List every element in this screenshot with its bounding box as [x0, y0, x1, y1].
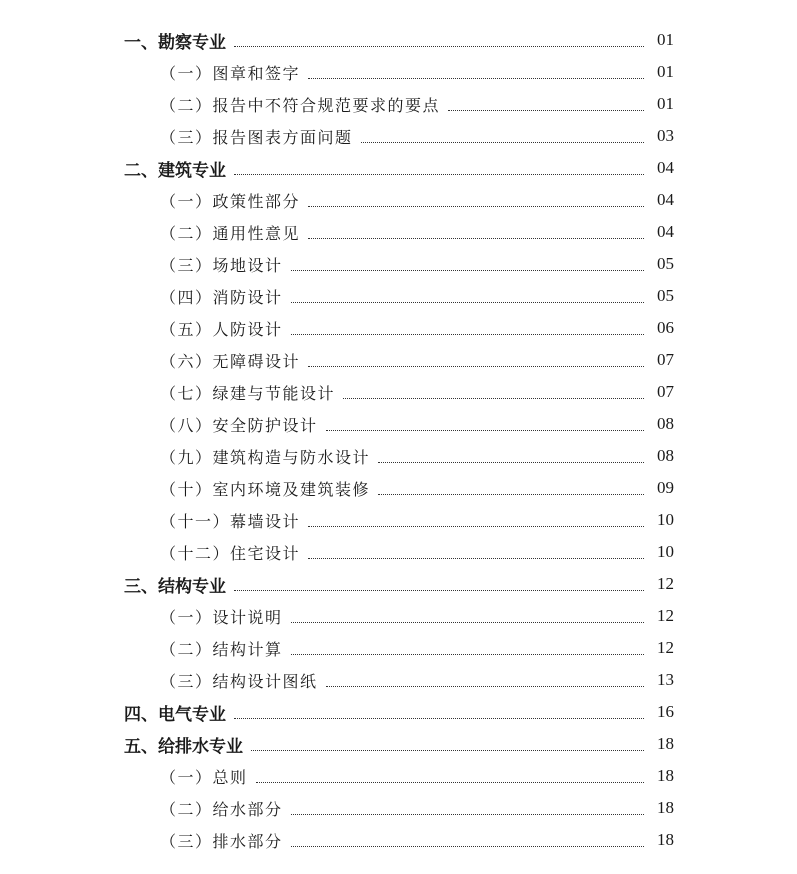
toc-dot-leader: [234, 45, 644, 47]
toc-dot-leader: [291, 621, 644, 623]
toc-page-number: 10: [657, 542, 674, 561]
toc-section-entry[interactable]: [0, 538, 797, 566]
toc-entry-title: （二）给水部分: [160, 799, 283, 819]
toc-dot-leader: [234, 589, 644, 591]
toc-entry-title: （三）排水部分: [160, 831, 283, 851]
toc-dot-leader: [326, 685, 644, 687]
toc-page-number: 08: [657, 446, 674, 465]
toc-section-entry[interactable]: [0, 474, 797, 502]
toc-section-entry[interactable]: [0, 410, 797, 438]
toc-section-entry[interactable]: [0, 826, 797, 854]
toc-chapter-entry[interactable]: [0, 570, 797, 598]
toc-dot-leader: [291, 813, 644, 815]
toc-section-entry[interactable]: [0, 506, 797, 534]
toc-entry-title: （三）结构设计图纸: [160, 671, 318, 691]
toc-page-number: 03: [657, 126, 674, 145]
toc-section-entry[interactable]: [0, 250, 797, 278]
toc-dot-leader: [291, 845, 644, 847]
toc-section-entry[interactable]: [0, 186, 797, 214]
toc-section-entry[interactable]: [0, 442, 797, 470]
toc-dot-leader: [291, 301, 644, 303]
toc-section-entry[interactable]: [0, 762, 797, 790]
toc-entry-title: （一）总则: [160, 767, 248, 787]
toc-entry-title: 四、电气专业: [124, 704, 226, 725]
toc-page-number: 05: [657, 254, 674, 273]
toc-dot-leader: [448, 109, 644, 111]
toc-entry-title: （五）人防设计: [160, 319, 283, 339]
toc-page-number: 01: [657, 94, 674, 113]
toc-entry-title: （一）政策性部分: [160, 191, 301, 211]
toc-dot-leader: [308, 365, 644, 367]
toc-chapter-entry[interactable]: [0, 730, 797, 758]
toc-entry-title: （三）报告图表方面问题: [160, 127, 353, 147]
toc-entry-title: （一）图章和签字: [160, 63, 301, 83]
toc-page-number: 04: [657, 222, 674, 241]
toc-dot-leader: [308, 557, 644, 559]
toc-page-number: 12: [657, 606, 674, 625]
toc-page-number: 07: [657, 382, 674, 401]
toc-section-entry[interactable]: [0, 218, 797, 246]
toc-section-entry[interactable]: [0, 90, 797, 118]
toc-page-number: 18: [657, 798, 674, 817]
toc-page-number: 06: [657, 318, 674, 337]
toc-page-number: 18: [657, 734, 674, 753]
toc-page-number: 18: [657, 830, 674, 849]
toc-entry-title: （九）建筑构造与防水设计: [160, 447, 371, 467]
toc-dot-leader: [343, 397, 644, 399]
toc-entry-title: （二）结构计算: [160, 639, 283, 659]
toc-entry-title: 一、勘察专业: [124, 32, 226, 53]
toc-entry-title: 五、给排水专业: [124, 736, 243, 757]
toc-entry-title: （十）室内环境及建筑装修: [160, 479, 371, 499]
toc-page-number: 13: [657, 670, 674, 689]
toc-page-number: 10: [657, 510, 674, 529]
toc-page-number: 08: [657, 414, 674, 433]
toc-dot-leader: [308, 525, 644, 527]
toc-section-entry[interactable]: [0, 378, 797, 406]
toc-section-entry[interactable]: [0, 282, 797, 310]
toc-page-number: 09: [657, 478, 674, 497]
toc-page-number: 07: [657, 350, 674, 369]
toc-page-number: 05: [657, 286, 674, 305]
toc-entry-title: （四）消防设计: [160, 287, 283, 307]
toc-section-entry[interactable]: [0, 602, 797, 630]
toc-page-number: 16: [657, 702, 674, 721]
toc-section-entry[interactable]: [0, 666, 797, 694]
toc-dot-leader: [251, 749, 644, 751]
toc-entry-title: 二、建筑专业: [124, 160, 226, 181]
toc-entry-title: 三、结构专业: [124, 576, 226, 597]
toc-dot-leader: [234, 717, 644, 719]
toc-section-entry[interactable]: [0, 346, 797, 374]
toc-entry-title: （一）设计说明: [160, 607, 283, 627]
toc-dot-leader: [308, 237, 644, 239]
toc-dot-leader: [308, 77, 644, 79]
toc-dot-leader: [291, 653, 644, 655]
toc-dot-leader: [256, 781, 644, 783]
toc-dot-leader: [308, 205, 644, 207]
toc-page-number: 01: [657, 62, 674, 81]
toc-chapter-entry[interactable]: [0, 154, 797, 182]
toc-page-number: 04: [657, 158, 674, 177]
toc-entry-title: （十一）幕墙设计: [160, 511, 301, 531]
toc-dot-leader: [326, 429, 644, 431]
toc-page-number: 12: [657, 638, 674, 657]
toc-section-entry[interactable]: [0, 58, 797, 86]
toc-chapter-entry[interactable]: [0, 26, 797, 54]
toc-page-number: 04: [657, 190, 674, 209]
toc-entry-title: （十二）住宅设计: [160, 543, 301, 563]
toc-entry-title: （七）绿建与节能设计: [160, 383, 336, 403]
toc-section-entry[interactable]: [0, 122, 797, 150]
toc-entry-title: （八）安全防护设计: [160, 415, 318, 435]
toc-entry-title: （二）通用性意见: [160, 223, 301, 243]
toc-page-number: 18: [657, 766, 674, 785]
toc-dot-leader: [291, 269, 644, 271]
toc-page-number: 01: [657, 30, 674, 49]
toc-dot-leader: [291, 333, 644, 335]
toc-section-entry[interactable]: [0, 314, 797, 342]
toc-dot-leader: [378, 461, 644, 463]
toc-entry-title: （三）场地设计: [160, 255, 283, 275]
toc-dot-leader: [234, 173, 644, 175]
toc-entry-title: （六）无障碍设计: [160, 351, 301, 371]
toc-dot-leader: [361, 141, 644, 143]
toc-section-entry[interactable]: [0, 794, 797, 822]
toc-section-entry[interactable]: [0, 634, 797, 662]
toc-entry-title: （二）报告中不符合规范要求的要点: [160, 95, 441, 115]
toc-page-number: 12: [657, 574, 674, 593]
toc-dot-leader: [378, 493, 644, 495]
toc-chapter-entry[interactable]: [0, 698, 797, 726]
